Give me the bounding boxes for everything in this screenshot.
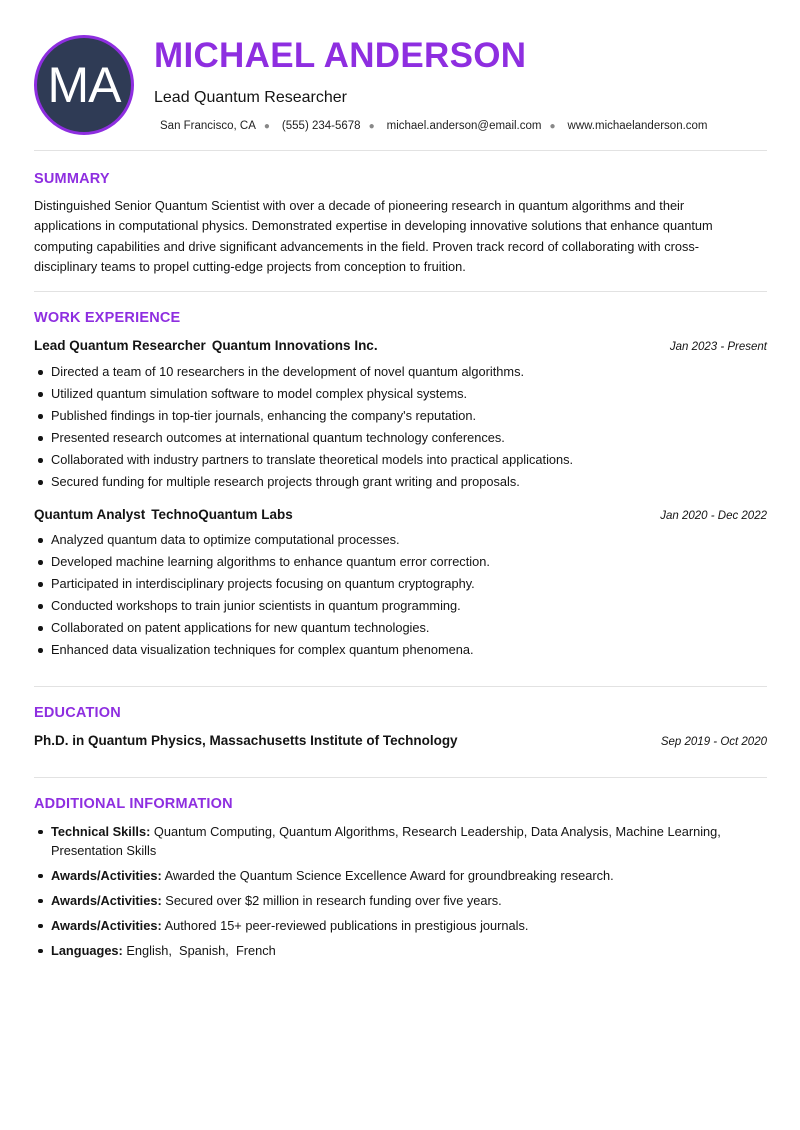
item-text: Authored 15+ peer-reviewed publications in prestigious journals. xyxy=(164,918,529,933)
job-header xyxy=(34,507,767,522)
contact-phone: (555) 234-5678 xyxy=(281,120,361,132)
list-item xyxy=(34,822,767,860)
separator-dot-icon: ● xyxy=(263,120,270,132)
contact-website[interactable]: www.michaelanderson.com xyxy=(567,120,708,132)
item-label: Languages: xyxy=(51,943,123,958)
list-item xyxy=(34,941,767,960)
job-title-line xyxy=(34,507,293,522)
education-degree: Ph.D. in Quantum Physics, Massachusetts Institute of Technology xyxy=(34,733,458,748)
divider xyxy=(34,777,767,778)
item-label: Awards/Activities: xyxy=(51,893,162,908)
candidate-name: MICHAEL ANDERSON xyxy=(154,36,527,75)
list-item: Directed a team of 10 researchers in the development of novel quantum algorithms. xyxy=(34,361,767,383)
additional-list xyxy=(34,822,767,966)
list-item: Presented research outcomes at international quantum technology conferences. xyxy=(34,427,767,449)
experience-heading: WORK EXPERIENCE xyxy=(34,310,181,326)
list-item: Analyzed quantum data to optimize computational processes. xyxy=(34,529,767,551)
additional-heading: ADDITIONAL INFORMATION xyxy=(34,796,233,812)
summary-text: Distinguished Senior Quantum Scientist with over a decade of pioneering research in quantum algorithms and their applications in computational physics. Demonstrated expertise in developing innovative solutions that enhance quantum computing capabilities and drive significant advancements in the field. Proven track record of collaborating with cross-disciplinary teams to propel cutting-edge projects from conception to fruition. xyxy=(34,198,713,274)
job-role: Lead Quantum Researcher xyxy=(34,338,206,353)
education-dates: Sep 2019 - Oct 2020 xyxy=(660,736,767,748)
list-item xyxy=(34,916,767,935)
list-item: Utilized quantum simulation software to model complex physical systems. xyxy=(34,383,767,405)
separator-dot-icon: ● xyxy=(368,120,375,132)
item-text: Secured over $2 million in research funding over five years. xyxy=(165,893,502,908)
divider xyxy=(34,291,767,292)
candidate-headline: Lead Quantum Researcher xyxy=(154,89,347,106)
list-item xyxy=(34,866,767,885)
education-heading: EDUCATION xyxy=(34,705,121,721)
item-label: Technical Skills: xyxy=(51,824,151,839)
divider xyxy=(34,686,767,687)
item-label: Awards/Activities: xyxy=(51,918,162,933)
item-text: Quantum Computing, Quantum Algorithms, Research Leadership, Data Analysis, Machine Learning, Presentation Skills xyxy=(51,824,721,858)
job-header xyxy=(34,338,767,353)
job-bullets xyxy=(34,529,767,661)
contact-email[interactable]: michael.anderson@email.com xyxy=(386,120,542,132)
job-title-line xyxy=(34,338,378,353)
list-item: Conducted workshops to train junior scientists in quantum programming. xyxy=(34,595,767,617)
avatar-initials: MA xyxy=(47,57,121,113)
summary-heading: SUMMARY xyxy=(34,171,110,187)
list-item: Secured funding for multiple research projects through grant writing and proposals. xyxy=(34,471,767,493)
list-item: Participated in interdisciplinary projects focusing on quantum cryptography. xyxy=(34,573,767,595)
job-dates: Jan 2023 - Present xyxy=(669,341,767,353)
item-label: Awards/Activities: xyxy=(51,868,162,883)
job-company: TechnoQuantum Labs xyxy=(151,507,293,522)
list-item: Published findings in top-tier journals, enhancing the company's reputation. xyxy=(34,405,767,427)
list-item: Developed machine learning algorithms to enhance quantum error correction. xyxy=(34,551,767,573)
separator-dot-icon: ● xyxy=(549,120,556,132)
contact-location: San Francisco, CA xyxy=(160,120,256,132)
list-item: Enhanced data visualization techniques for complex quantum phenomena. xyxy=(34,639,767,661)
job-role: Quantum Analyst xyxy=(34,507,146,522)
contact-row xyxy=(160,120,708,132)
education-entry xyxy=(34,733,767,748)
job-company: Quantum Innovations Inc. xyxy=(211,338,378,353)
list-item: Collaborated with industry partners to translate theoretical models into practical applications. xyxy=(34,449,767,471)
list-item: Collaborated on patent applications for new quantum technologies. xyxy=(34,617,767,639)
item-text: English, Spanish, French xyxy=(126,943,276,958)
divider xyxy=(34,150,767,151)
job-dates: Jan 2020 - Dec 2022 xyxy=(660,510,767,522)
list-item xyxy=(34,891,767,910)
avatar xyxy=(34,35,134,135)
item-text: Awarded the Quantum Science Excellence Award for groundbreaking research. xyxy=(164,868,614,883)
job-bullets xyxy=(34,361,767,493)
